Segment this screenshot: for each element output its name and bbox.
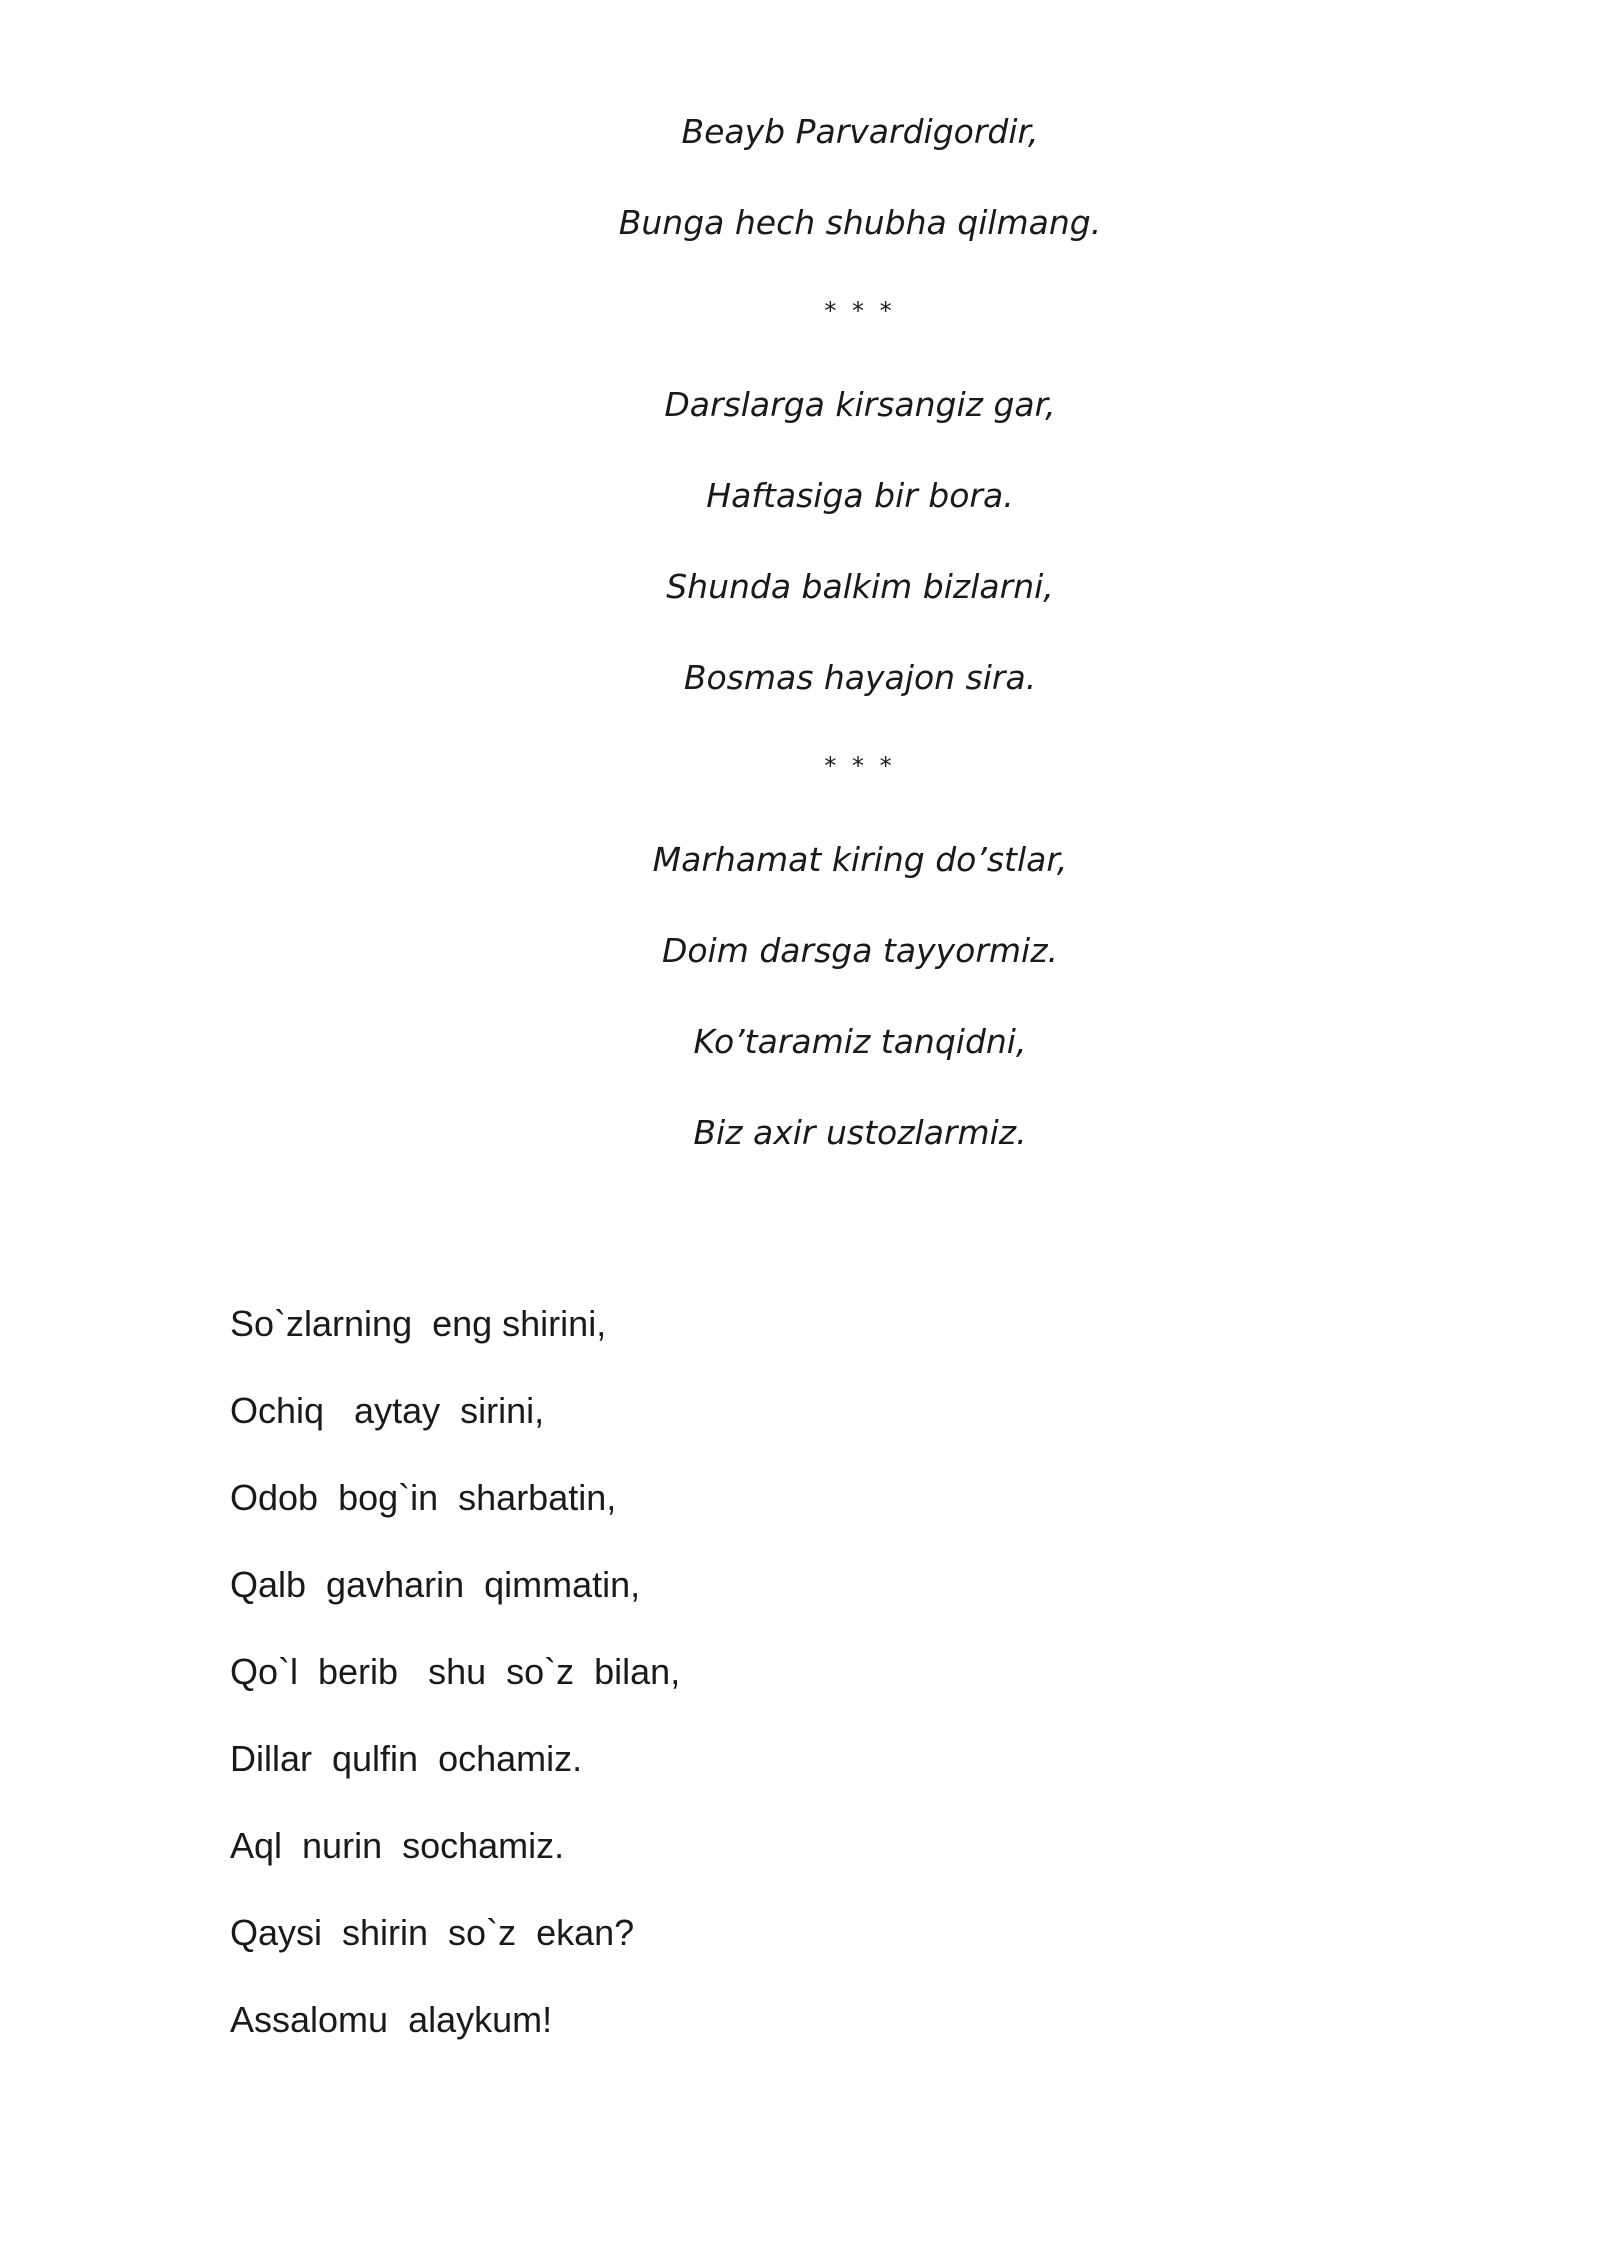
poem-line: Ochiq aytay sirini, — [230, 1390, 545, 1431]
poem-line: Assalomu alaykum! — [230, 1999, 553, 2040]
poem-line: Bosmas hayajon sira. — [683, 658, 1037, 697]
poem-line: Qo`l berib shu so`z bilan, — [230, 1651, 681, 1692]
poem-line: Qaysi shirin so`z ekan? — [230, 1912, 635, 1953]
stanza-separator: * * * — [824, 752, 896, 780]
poem-line: So`zlarning eng shirini, — [230, 1303, 607, 1344]
poem-line: Doim darsga tayyormiz. — [661, 931, 1059, 970]
poem-line: Aql nurin sochamiz. — [230, 1825, 565, 1866]
poem-line: Dillar qulfin ochamiz. — [230, 1738, 583, 1779]
poem-line: Marhamat kiring do’stlar, — [652, 840, 1068, 879]
poem-line: Haftasiga bir bora. — [706, 476, 1014, 515]
poem-line: Odob bog`in sharbatin, — [230, 1477, 617, 1518]
poem-line: Qalb gavharin qimmatin, — [230, 1564, 641, 1605]
poem-line: Biz axir ustozlarmiz. — [693, 1113, 1027, 1152]
poem-line: Shunda balkim bizlarni, — [666, 567, 1054, 606]
poem-line: Ko’taramiz tanqidni, — [693, 1022, 1027, 1061]
poem-line: Darslarga kirsangiz gar, — [664, 385, 1056, 424]
stanza-separator: * * * — [824, 297, 896, 325]
poem-line: Beayb Parvardigordir, — [681, 112, 1039, 151]
poem-line: Bunga hech shubha qilmang. — [618, 203, 1102, 242]
